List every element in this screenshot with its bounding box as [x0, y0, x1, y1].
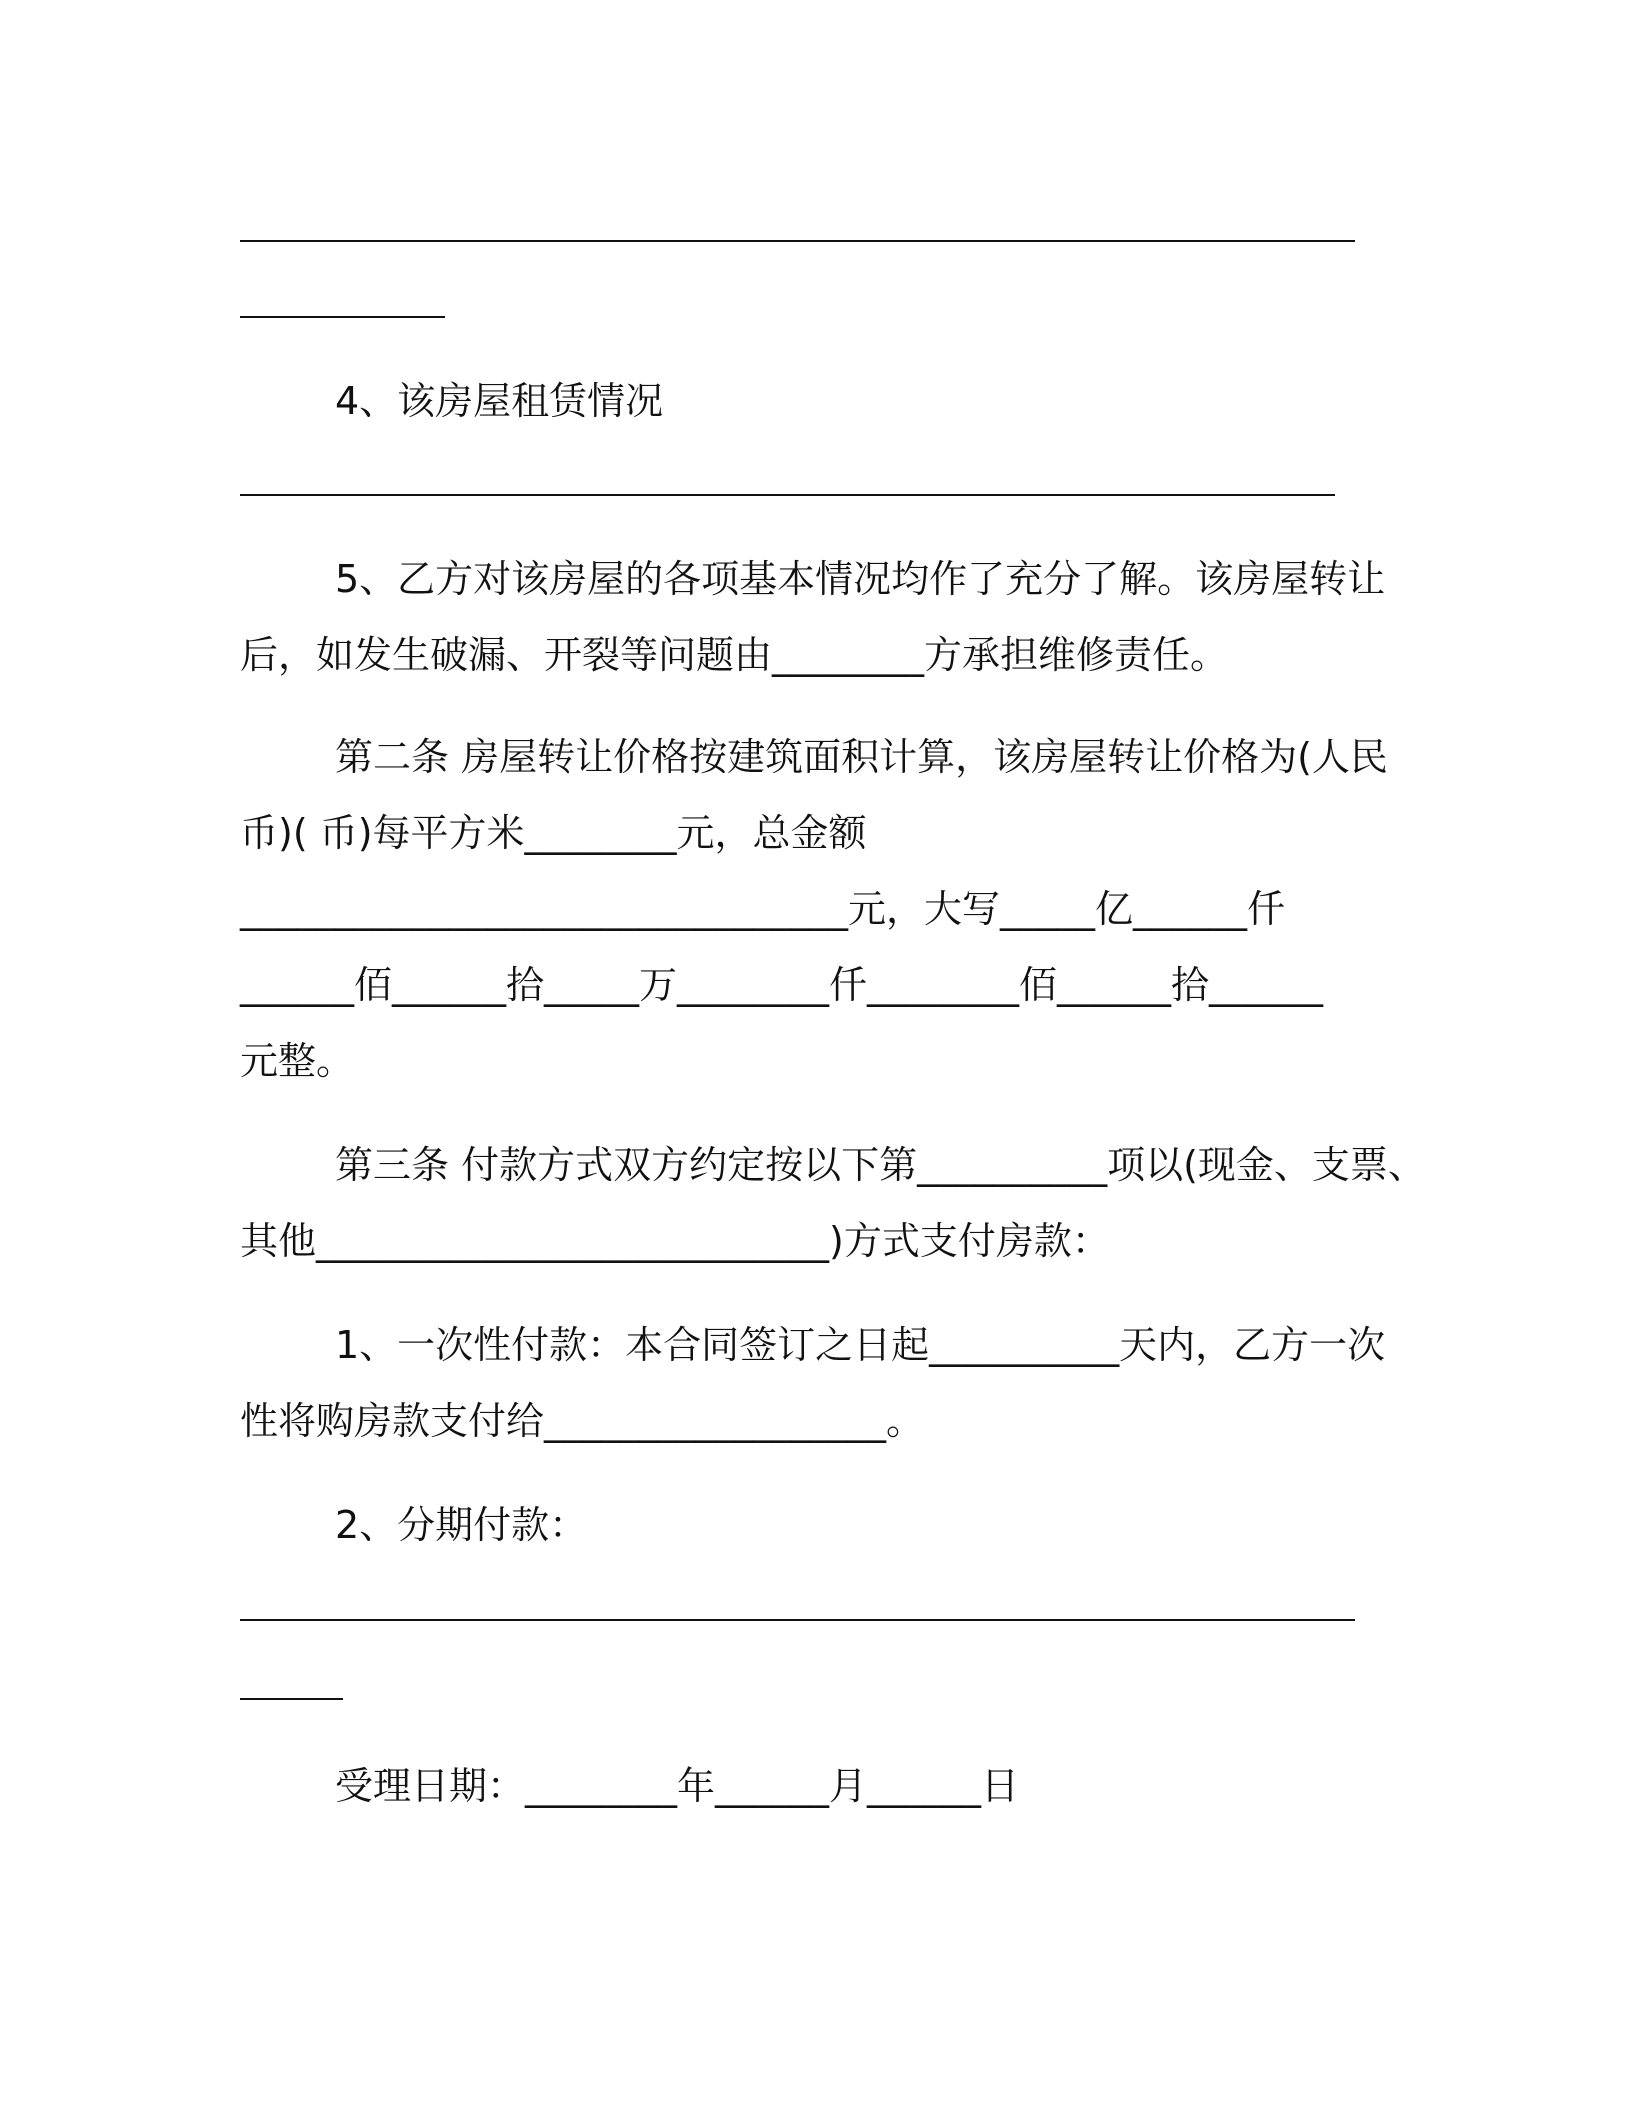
blank-rule-3a: [240, 1619, 1355, 1621]
acceptance-date: 受理日期：________年______月______日: [335, 1764, 1020, 1808]
article-2-line-4: ______佰______拾_____万________仟________佰______拾______: [240, 963, 1324, 1007]
article-2-line-3: ________________________________元，大写_____亿______仟: [240, 887, 1286, 931]
article-2-line-5: 元整。: [240, 1039, 355, 1083]
article-2-line-1: 第二条 房屋转让价格按建筑面积计算，该房屋转让价格为(人民: [335, 735, 1388, 779]
blank-rule-2: [240, 494, 1335, 496]
payment-option-1-line-1: 1、一次性付款：本合同签订之日起__________天内，乙方一次: [335, 1323, 1386, 1367]
clause-item-5-line-2: 后，如发生破漏、开裂等问题由________方承担维修责任。: [240, 633, 1229, 677]
payment-option-2: 2、分期付款：: [335, 1503, 588, 1547]
article-3-line-1: 第三条 付款方式双方约定按以下第__________项以(现金、支票、: [335, 1143, 1426, 1187]
article-2-line-2: 币)( 币)每平方米________元，总金额: [240, 811, 867, 855]
clause-item-4: 4、该房屋租赁情况: [335, 379, 664, 423]
payment-option-1-line-2: 性将购房款支付给__________________。: [240, 1399, 925, 1443]
blank-rule-1a: [240, 240, 1355, 242]
blank-rule-3b: [240, 1698, 343, 1700]
clause-item-5-line-1: 5、乙方对该房屋的各项基本情况均作了充分了解。该房屋转让: [335, 557, 1386, 601]
blank-rule-1b: [240, 316, 445, 318]
article-3-line-2: 其他___________________________)方式支付房款：: [240, 1219, 1110, 1263]
